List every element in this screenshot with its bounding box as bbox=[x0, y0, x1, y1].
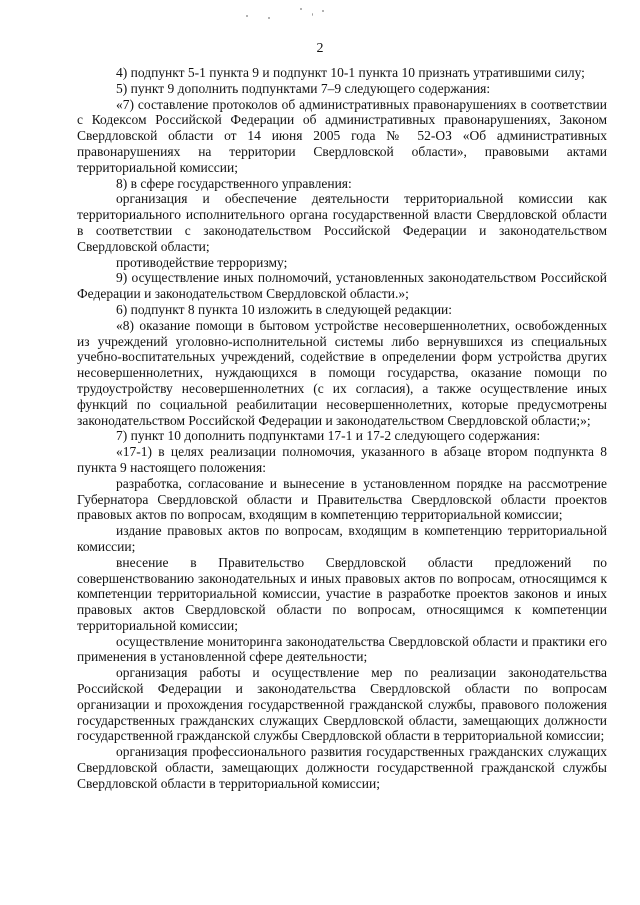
paragraph: 4) подпункт 5-1 пункта 9 и подпункт 10-1 пункта 10 признать утратившими силу; bbox=[116, 65, 585, 80]
paragraph: 6) подпункт 8 пункта 10 изложить в следующей редакции: bbox=[116, 301, 453, 317]
paragraph: организация работы и осуществление мер по реализации законодательства Российской Федерации и законодательства Свердловской области по вопросам организации и прохождения государственной гражданской службы, правового положения государственных гражданских служащих Свердловской области, замещающих должности государственной гражданской службы Свердловской области в территориальной комиссии; bbox=[77, 665, 607, 744]
paragraph: разработка, согласование и вынесение в установленном порядке на рассмотрение Губернатора Свердловской области и Правительства Свердловской области проектов правовых актов по вопросам, входящим в компетенцию территориальной комиссии; bbox=[77, 475, 607, 523]
scan-speck bbox=[322, 10, 324, 12]
paragraph: 9) осуществление иных полномочий, установленных законодательством Российской Федерации и законодательством Свердловской области.»; bbox=[77, 270, 607, 302]
paragraph: «7) составление протоколов об административных правонарушениях в соответствии с Кодексом Российской Федерации об административных правонарушениях, Законом Свердловской области от 14 июня 2005 года № 52-ОЗ «Об административных правонарушениях на территории Свердловской области», правовыми актами территориальной комиссии; bbox=[77, 96, 607, 175]
paragraph: 8) в сфере государственного управления: bbox=[116, 175, 352, 191]
paragraph: противодействие терроризму; bbox=[116, 254, 288, 270]
scan-speck bbox=[268, 17, 270, 19]
paragraph: внесение в Правительство Свердловской области предложений по совершенствованию законодательных и иных правовых актов по вопросам, относящимся к компетенции территориальной комиссии, участие в разработке проектов законов и иных правовых актов Свердловской области по вопросам, относящимся к компетенции территориальной комиссии; bbox=[77, 554, 607, 633]
paragraph: издание правовых актов по вопросам, входящим в компетенцию территориальной комиссии; bbox=[77, 523, 607, 554]
document-body bbox=[77, 65, 607, 792]
paragraph: «8) оказание помощи в бытовом устройстве несовершеннолетних, освобожденных из учреждений уголовно-исполнительной системы либо вернувшихся из специальных учебно-воспитательных учреждений, содействие в определении форм устройства других несовершеннолетних, нуждающихся в помощи государства, оказание помощи по трудоустройству несовершеннолетних (с их согласия), а также осуществление иных функций по социальной реабилитации несовершеннолетних, которые предусмотрены законодательством Российской Федерации и законодательством Свердловской области;»; bbox=[77, 317, 607, 428]
paragraph: осуществление мониторинга законодательства Свердловской области и практики его применения в установленной сфере деятельности; bbox=[77, 633, 607, 665]
paragraph: «17-1) в целях реализации полномочия, указанного в абзаце втором подпункта 8 пункта 9 настоящего положения: bbox=[77, 444, 607, 475]
scan-speck bbox=[246, 15, 248, 17]
paragraph: организация и обеспечение деятельности территориальной комиссии как территориального исполнительного органа государственной власти Свердловской области в соответствии с законодательством Российской Федерации и законодательством Свердловской области; bbox=[77, 191, 607, 254]
page-number: 2 bbox=[316, 41, 324, 56]
paragraph: 5) пункт 9 дополнить подпунктами 7–9 следующего содержания: bbox=[116, 80, 491, 96]
scan-speck bbox=[300, 8, 302, 10]
scan-speck bbox=[312, 13, 313, 16]
paragraph: организация профессионального развития государственных гражданских служащих Свердловской области, замещающих должности государственной гражданской службы Свердловской области в территориальной комиссии; bbox=[77, 744, 607, 791]
paragraph: 7) пункт 10 дополнить подпунктами 17-1 и 17-2 следующего содержания: bbox=[116, 428, 541, 444]
